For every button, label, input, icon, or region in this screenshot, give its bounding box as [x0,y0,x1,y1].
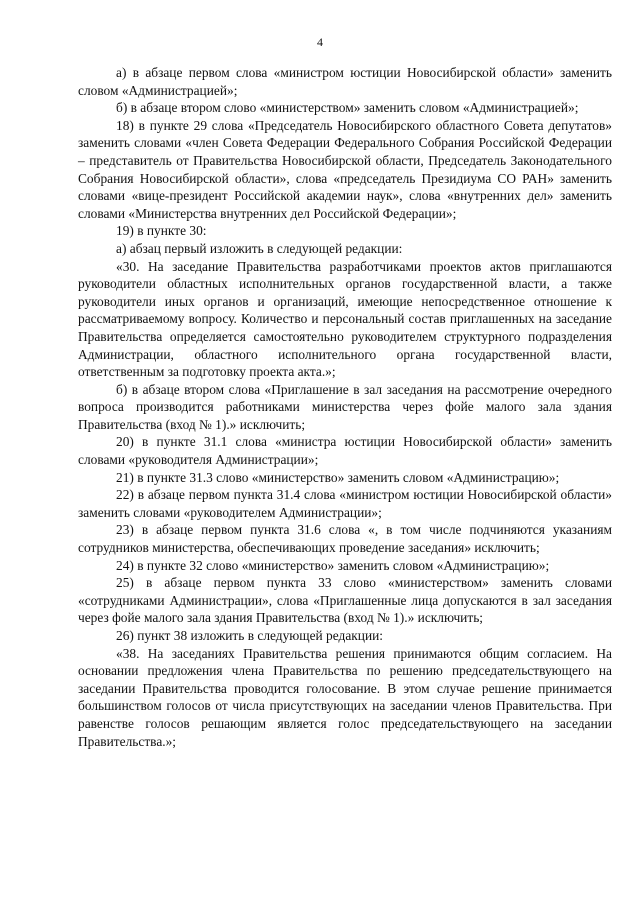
paragraph: б) в абзаце втором слово «министерством» заменить словом «Администрацией»; [116,100,579,116]
paragraph: «30. На заседание Правительства разработчиками проектов актов приглашаются руководители областных исполнительных органов государственной власти, а также руководители иных органов и организаций, имеющие непосредственное отношение к рассматриваемому вопросу. Количество и персональный состав приглашенных на заседание Правительства определяется самостоятельно руководителем структурного подразделения Администрации, областного исполнительного органа государственной власти, ответственным за подготовку проекта акта.»; [78,258,612,380]
paragraph: 18) в пункте 29 слова «Председатель Новосибирского областного Совета депутатов» заменить словами «член Совета Федерации Федерального Собрания Российской Федерации – представитель от Правительства Новосибирской области, Председатель Законодательного Собрания Новосибирской области», слова «председатель Президиума СО РАН» заменить словами «вице-президент Российской академии наук», слова «внутренних дел» заменить словами «Министерства внутренних дел Российской Федерации»; [78,117,612,221]
paragraph: 22) в абзаце первом пункта 31.4 слова «министром юстиции Новосибирской области» заменить словами «руководителем Администрации»; [78,487,612,520]
paragraph: 26) пункт 38 изложить в следующей редакции: [116,628,384,643]
paragraph: 25) в абзаце первом пункта 33 слово «министерством» заменить словами «сотрудниками Администрации», слова «Приглашенные лица допускаются в зал заседания через фойе малого зала здания Правительства (вход № 1).» исключить; [78,575,612,626]
paragraph: «38. На заседаниях Правительства решения принимаются общим согласием. На основании предложения члена Правительства по решению председательствующего на заседании Правительства проводится голосование. В этом случае решение принимается большинством голосов от числа присутствующих на заседании членов Правительства. При равенстве голосов решающим является голос председательствующего на заседании Правительства.»; [78,645,612,749]
document-body [78,64,612,750]
paragraph: б) в абзаце втором слова «Приглашение в зал заседания на рассмотрение очередного вопроса производится работниками министерства через фойе малого зала здания Правительства (вход № 1).» исключить; [78,381,612,432]
paragraph: 20) в пункте 31.1 слова «министра юстиции Новосибирской области» заменить словами «руководителя Администрации»; [78,434,612,468]
paragraph: а) абзац первый изложить в следующей редакции: [116,240,403,256]
paragraph: 19) в пункте 30: [116,223,207,239]
paragraph: а) в абзаце первом слова «министром юстиции Новосибирской области» заменить словом «Администрацией»; [78,65,612,98]
paragraph: 23) в абзаце первом пункта 31.6 слова «, в том числе подчиняются указаниям сотрудников министерства, обеспечивающих проведение заседания» исключить; [78,522,612,556]
paragraph: 24) в пункте 32 слово «министерство» заменить словом «Администрацию»; [116,557,550,573]
paragraph: 21) в пункте 31.3 слово «министерство» заменить словом «Администрацию»; [116,469,560,485]
page-number: 4 [317,35,323,49]
